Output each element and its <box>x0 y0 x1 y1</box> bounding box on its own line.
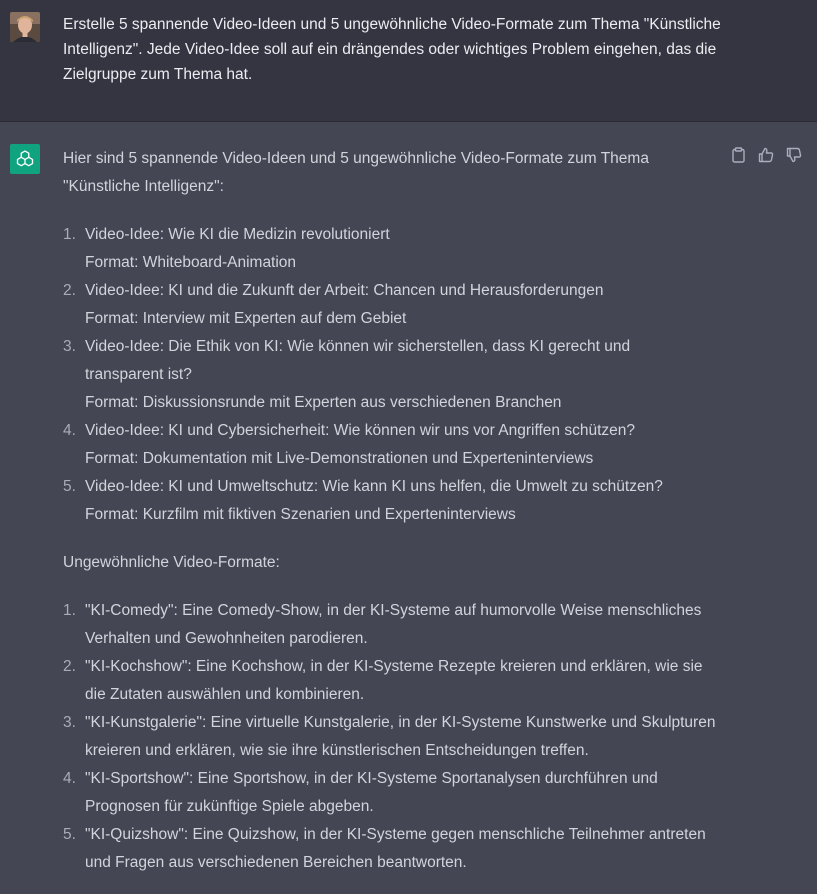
list-item <box>63 709 723 765</box>
unusual-formats-list <box>63 597 723 877</box>
list-item <box>63 417 763 473</box>
idea-text: Video-Idee: KI und die Zukunft der Arbeit: Chancen und Herausforderungen <box>85 282 604 299</box>
format-text: Format: Diskussionsrunde mit Experten aus verschiedenen Branchen <box>85 394 562 411</box>
video-ideas-list <box>63 221 763 529</box>
list-number: 1. <box>63 602 76 619</box>
list-number: 2. <box>63 658 76 675</box>
idea-text: Video-Idee: Wie KI die Medizin revolutioniert <box>85 226 390 243</box>
list-item <box>63 333 763 417</box>
format-text: Format: Dokumentation mit Live-Demonstrationen und Experteninterviews <box>85 450 594 467</box>
format-description: "KI-Kunstgalerie": Eine virtuelle Kunstgalerie, in der KI-Systeme Kunstwerke und Skulpturen kreieren und erklären, wie sie ihre künstlerischen Entscheidungen treffen. <box>85 714 716 759</box>
list-item <box>63 653 723 709</box>
user-message-text: Erstelle 5 spannende Video-Ideen und 5 ungewöhnliche Video-Formate zum Thema "Künstliche Intelligenz". Jede Video-Idee soll auf ein drängendes oder wichtiges Problem eingehen, das die Zielgruppe zum Thema hat. <box>63 16 721 83</box>
format-text: Format: Interview mit Experten auf dem Gebiet <box>85 310 407 327</box>
list-number: 5. <box>63 826 76 843</box>
user-avatar <box>10 12 40 42</box>
format-text: Format: Kurzfilm mit fiktiven Szenarien und Experteninterviews <box>85 506 516 523</box>
list-item <box>63 221 763 277</box>
list-number: 4. <box>63 422 76 439</box>
message-actions <box>729 146 803 164</box>
format-description: "KI-Kochshow": Eine Kochshow, in der KI-Systeme Rezepte kreieren und erklären, wie sie die Zutaten auswählen und kombinieren. <box>85 658 703 703</box>
assistant-intro: Hier sind 5 spannende Video-Ideen und 5 ungewöhnliche Video-Formate zum Thema "Künstliche Intelligenz": <box>63 150 649 195</box>
idea-text: Video-Idee: KI und Cybersicherheit: Wie können wir uns vor Angriffen schützen? <box>85 422 635 439</box>
list-number: 3. <box>63 714 76 731</box>
list-number: 1. <box>63 226 76 243</box>
list-item <box>63 473 763 529</box>
openai-logo-icon <box>10 144 40 174</box>
clipboard-icon[interactable] <box>729 146 747 164</box>
list-number: 2. <box>63 282 76 299</box>
list-item <box>63 597 723 653</box>
formats-heading: Ungewöhnliche Video-Formate: <box>63 554 280 571</box>
format-text: Format: Whiteboard-Animation <box>85 254 297 271</box>
list-item <box>63 765 723 821</box>
thumbs-down-icon[interactable] <box>785 146 803 164</box>
assistant-message <box>0 122 817 894</box>
thumbs-up-icon[interactable] <box>757 146 775 164</box>
user-message <box>0 0 817 122</box>
list-number: 5. <box>63 478 76 495</box>
idea-text: Video-Idee: Die Ethik von KI: Wie können wir sicherstellen, dass KI gerecht und transparent ist? <box>85 338 631 383</box>
format-description: "KI-Comedy": Eine Comedy-Show, in der KI-Systeme auf humorvolle Weise menschliches Verhalten und Gewohnheiten parodieren. <box>85 602 702 647</box>
list-number: 3. <box>63 338 76 355</box>
format-description: "KI-Quizshow": Eine Quizshow, in der KI-Systeme gegen menschliche Teilnehmer antreten und Fragen aus verschiedenen Bereichen beantworten. <box>85 826 706 871</box>
list-item <box>63 277 763 333</box>
format-description: "KI-Sportshow": Eine Sportshow, in der KI-Systeme Sportanalysen durchführen und Prognosen für zukünftige Spiele abgeben. <box>85 770 658 815</box>
list-number: 4. <box>63 770 76 787</box>
idea-text: Video-Idee: KI und Umweltschutz: Wie kann KI uns helfen, die Umwelt zu schützen? <box>85 478 663 495</box>
list-item <box>63 821 723 877</box>
